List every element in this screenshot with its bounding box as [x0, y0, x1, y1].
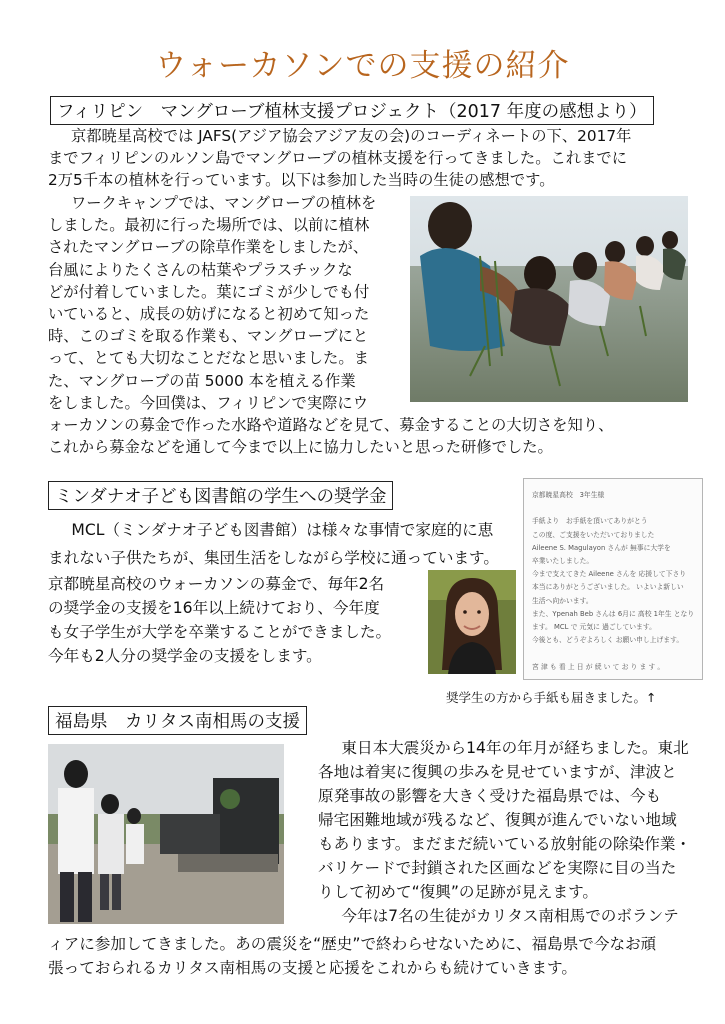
text-line: も女子学生が大学を卒業することができました。 — [48, 623, 392, 641]
mangrove-planting-photo — [410, 196, 688, 402]
text-line: 原発事故の影響を大きく受けた福島県では、今も — [318, 787, 662, 805]
section-heading-mangrove: フィリピン マングローブ植林支援プロジェクト（2017 年度の感想より） — [50, 96, 654, 125]
text-line: をしました。今回僕は、フィリピンで実際にウ — [48, 393, 369, 412]
mangrove-impression — [48, 192, 408, 414]
letter-line: 生活へ向かいます。 — [532, 596, 593, 605]
letter-caption: 奨学生の方から手紙も届きました。↑ — [446, 690, 657, 705]
text-line: 台風によりたくさんの枯葉やプラスチックな — [48, 260, 353, 279]
text-line: まれない子供たちが、集団生活をしながら学校に通っています。 — [48, 549, 499, 567]
section-heading-scholarship: ミンダナオ子ども図書館の学生への奨学金 — [48, 481, 393, 510]
letter-line — [532, 647, 696, 660]
text-line: 時、このゴミを取る作業も、マングローブにと — [48, 327, 369, 346]
scholarship-body — [48, 516, 518, 572]
text-line: 東日本大震災から14年の年月が経ちました。東北 — [341, 739, 689, 757]
text-line: 京都暁星高校では JAFS(アジア協会アジア友の会)のコーディネートの下、2017年 — [70, 127, 632, 145]
letter-line: ます。 MCL で 元気に 過ごしています。 — [532, 623, 656, 632]
text-line: までフィリピンのルソン島でマングローブの植林支援を行ってきました。これまでに — [48, 149, 627, 168]
letter-line: Aileene S. Magulayon さんが 無事に大学を — [532, 543, 671, 552]
letter-line: 本当にありがとうございました。 いよいよ新しい — [532, 583, 684, 592]
text-line: って、とても大切なことだなと思いました。ま — [48, 349, 369, 368]
text-line: 張っておられるカリタス南相馬の支援と応援をこれからも続けていきます。 — [48, 959, 577, 977]
text-line: MCL（ミンダナオ子ども図書館）は様々な事情で家庭的に恵 — [71, 521, 494, 539]
section-heading-fukushima: 福島県 カリタス南相馬の支援 — [48, 706, 307, 735]
text-line: 2万5千本の植林を行っています。以下は参加した当時の生徒の感想です。 — [48, 171, 555, 190]
letter-line: 今まで支えてきた Aileene さんを 応援して下さり — [532, 570, 687, 579]
text-line: た、マングローブの苗 5000 本を植える作業 — [48, 371, 356, 390]
mangrove-intro — [48, 125, 688, 192]
letter-line — [532, 502, 696, 515]
text-line: 各地は着実に復興の歩みを見せていますが、津波と — [318, 763, 677, 781]
scholarship-student-portrait — [428, 570, 516, 674]
text-line: もあります。まだまだ続いている放射能の除染作業・ — [318, 835, 692, 853]
text-line: これから募金などを通して今まで以上に協力したいと思った研修でした。 — [48, 438, 553, 457]
text-line: されたマングローブの除草作業をしましたが、 — [48, 238, 369, 257]
letter-line: 宮 津 も 看 上 日 が 続 い て お り ま す 。 — [532, 662, 665, 671]
memorial-visit-photo — [48, 744, 284, 924]
text-line: いていると、成長の妨げになると初めて知った — [48, 305, 370, 324]
fukushima-body-tail — [48, 932, 708, 980]
text-line: ワークキャンプでは、マングローブの植林を — [70, 194, 377, 212]
letter-line: この度、ご支援をいただいておりました — [532, 530, 655, 539]
text-line: 帰宅困難地域が残るなど、復興が進んでいない地域 — [318, 811, 677, 829]
letter-line: また、Ypenah Beb さんは 6月に 高校 1年生 となり — [532, 609, 695, 618]
text-line: の奨学金の支援を16年以上続けており、今年度 — [48, 599, 380, 617]
letter-line: 手紙より お手紙を頂いてありがとう — [532, 517, 648, 526]
mangrove-impression-tail — [48, 414, 708, 458]
text-line: 今年は7名の生徒がカリタス南相馬でのボランテ — [341, 907, 679, 925]
text-line: ォーカソンの募金で作った水路や道路などを見て、募金することの大切さを知り、 — [48, 416, 614, 434]
letter-line: 今後とも、どうぞよろしく お願い申し上げます。 — [532, 636, 684, 645]
letter-line: 京都暁星高校 3年生様 — [532, 491, 605, 499]
text-line: りして初めて“復興”の足跡が見えます。 — [318, 883, 599, 901]
text-line: どが付着していました。葉にゴミが少しでも付 — [48, 282, 370, 301]
fukushima-body — [318, 736, 698, 928]
text-line: バリケードで封鎖された区画などを実際に目の当た — [318, 859, 677, 877]
letter-line: 卒業いたしました。 — [532, 557, 594, 566]
text-line: 京都暁星高校のウォーカソンの募金で、毎年2名 — [48, 575, 385, 593]
text-line: しました。最初に行った場所では、以前に植林 — [48, 216, 370, 235]
text-line: ィアに参加してきました。あの震災を“歴史”で終わらせないために、福島県で今なお頑 — [48, 935, 657, 953]
page-title: ウォーカソンでの支援の紹介 — [155, 48, 570, 84]
text-line: 今年も2人分の奨学金の支援をします。 — [48, 647, 322, 665]
scholarship-body-2 — [48, 572, 428, 668]
handwritten-letter — [523, 478, 703, 680]
